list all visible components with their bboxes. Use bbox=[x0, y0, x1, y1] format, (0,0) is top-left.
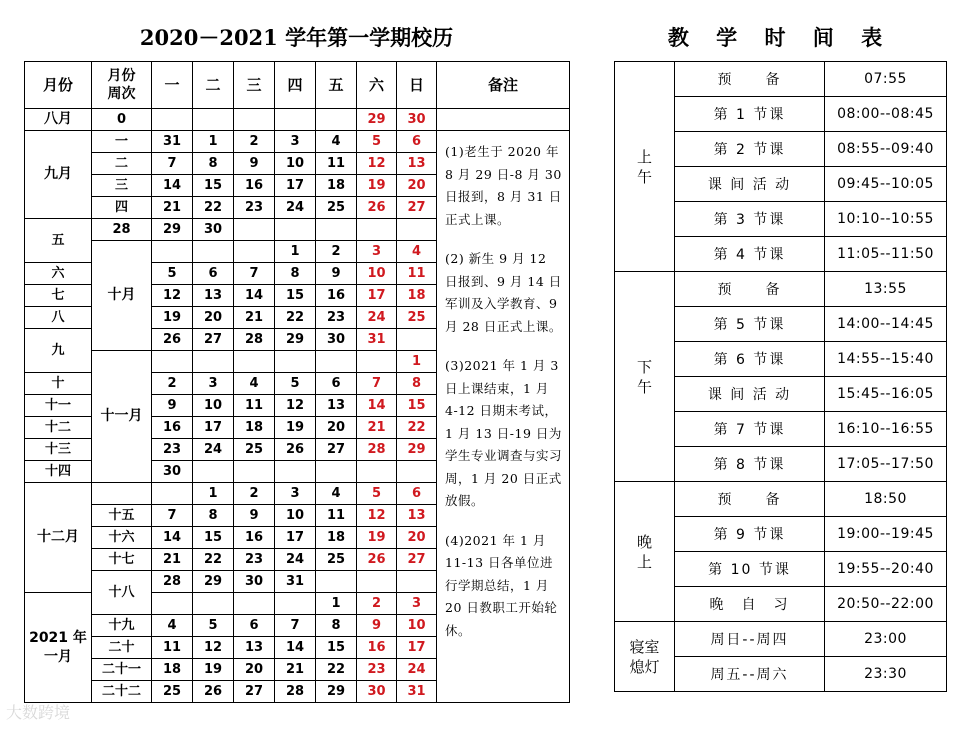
day-cell bbox=[234, 241, 275, 263]
day-cell bbox=[193, 241, 234, 263]
day-cell bbox=[234, 461, 275, 483]
day-cell bbox=[234, 593, 275, 615]
header-notes: 备注 bbox=[437, 62, 570, 109]
day-cell: 12 bbox=[193, 637, 234, 659]
schedule-row bbox=[615, 482, 947, 517]
day-cell: 7 bbox=[275, 615, 316, 637]
header-tue: 二 bbox=[193, 62, 234, 109]
schedule-row bbox=[615, 62, 947, 97]
session-time: 07:55 bbox=[825, 62, 947, 97]
day-cell: 24 bbox=[275, 197, 316, 219]
day-cell: 6 bbox=[397, 483, 437, 505]
day-cell: 24 bbox=[193, 439, 234, 461]
session-name: 晚 自 习 bbox=[675, 587, 825, 622]
day-cell: 14 bbox=[234, 285, 275, 307]
day-cell: 22 bbox=[275, 307, 316, 329]
day-cell: 18 bbox=[316, 527, 357, 549]
day-cell: 5 bbox=[357, 483, 397, 505]
day-cell: 12 bbox=[357, 505, 397, 527]
week-number-cell bbox=[92, 483, 152, 505]
day-cell: 20 bbox=[316, 417, 357, 439]
day-cell: 14 bbox=[357, 395, 397, 417]
day-cell bbox=[275, 461, 316, 483]
day-cell: 17 bbox=[397, 637, 437, 659]
day-cell: 18 bbox=[152, 659, 193, 681]
notes-cell bbox=[437, 131, 570, 703]
day-cell: 23 bbox=[152, 439, 193, 461]
day-cell: 23 bbox=[234, 549, 275, 571]
day-cell: 21 bbox=[357, 417, 397, 439]
day-cell: 15 bbox=[275, 285, 316, 307]
schedule-row bbox=[615, 622, 947, 657]
day-cell: 12 bbox=[357, 153, 397, 175]
period-label: 上 午 bbox=[615, 62, 675, 272]
day-cell: 13 bbox=[316, 395, 357, 417]
calendar-body bbox=[25, 109, 570, 703]
session-time: 19:55--20:40 bbox=[825, 552, 947, 587]
day-cell bbox=[193, 593, 234, 615]
day-cell bbox=[234, 219, 275, 241]
session-name: 第 1 节课 bbox=[675, 97, 825, 132]
header-mon: 一 bbox=[152, 62, 193, 109]
week-number-cell: 二十二 bbox=[92, 681, 152, 703]
session-name: 第 9 节课 bbox=[675, 517, 825, 552]
day-cell: 24 bbox=[357, 307, 397, 329]
day-cell: 1 bbox=[275, 241, 316, 263]
day-cell: 6 bbox=[193, 263, 234, 285]
day-cell bbox=[152, 241, 193, 263]
month-cell: 九月 bbox=[25, 131, 92, 219]
day-cell bbox=[275, 593, 316, 615]
month-cell: 十月 bbox=[92, 241, 152, 351]
session-name: 预 备 bbox=[675, 482, 825, 517]
day-cell: 21 bbox=[152, 197, 193, 219]
day-cell bbox=[357, 351, 397, 373]
day-cell: 24 bbox=[397, 659, 437, 681]
day-cell: 20 bbox=[397, 527, 437, 549]
note-item: (2) 新生 9 月 12 日报到、9 月 14 日军训及入学教育、9 月 28 日正式上课。 bbox=[445, 251, 562, 334]
session-name: 第 6 节课 bbox=[675, 342, 825, 377]
day-cell: 1 bbox=[193, 483, 234, 505]
day-cell: 10 bbox=[275, 153, 316, 175]
day-cell: 8 bbox=[316, 615, 357, 637]
month-cell: 八月 bbox=[25, 109, 92, 131]
day-cell bbox=[234, 109, 275, 131]
day-cell: 22 bbox=[397, 417, 437, 439]
day-cell bbox=[275, 351, 316, 373]
day-cell: 23 bbox=[316, 307, 357, 329]
session-name: 课 间 活 动 bbox=[675, 167, 825, 202]
day-cell: 12 bbox=[152, 285, 193, 307]
day-cell: 27 bbox=[193, 329, 234, 351]
day-cell: 17 bbox=[193, 417, 234, 439]
day-cell: 28 bbox=[357, 439, 397, 461]
day-cell: 28 bbox=[92, 219, 152, 241]
period-label: 寝室 熄灯 bbox=[615, 622, 675, 692]
day-cell: 7 bbox=[234, 263, 275, 285]
session-name: 第 3 节课 bbox=[675, 202, 825, 237]
day-cell: 16 bbox=[234, 175, 275, 197]
day-cell: 30 bbox=[152, 461, 193, 483]
week-number-cell: 八 bbox=[25, 307, 92, 329]
day-cell: 22 bbox=[193, 549, 234, 571]
day-cell: 5 bbox=[357, 131, 397, 153]
day-cell: 26 bbox=[275, 439, 316, 461]
day-cell: 29 bbox=[152, 219, 193, 241]
day-cell: 8 bbox=[193, 505, 234, 527]
calendar-title: 2020－2021 学年第一学期校历 bbox=[139, 25, 454, 50]
day-cell: 2 bbox=[152, 373, 193, 395]
session-name: 第 2 节课 bbox=[675, 132, 825, 167]
session-name: 第 7 节课 bbox=[675, 412, 825, 447]
day-cell: 7 bbox=[357, 373, 397, 395]
day-cell: 4 bbox=[397, 241, 437, 263]
day-cell: 30 bbox=[357, 681, 397, 703]
note-item: (1)老生于 2020 年 8 月 29 日-8 月 30 日报到，8 月 31 日正式上课。 bbox=[445, 144, 562, 227]
day-cell: 30 bbox=[193, 219, 234, 241]
day-cell: 31 bbox=[397, 681, 437, 703]
session-time: 15:45--16:05 bbox=[825, 377, 947, 412]
day-cell: 29 bbox=[193, 571, 234, 593]
day-cell: 15 bbox=[397, 395, 437, 417]
day-cell: 13 bbox=[397, 153, 437, 175]
watermark: 大数跨境 bbox=[6, 703, 71, 722]
day-cell: 20 bbox=[397, 175, 437, 197]
week-number-cell: 十七 bbox=[92, 549, 152, 571]
day-cell: 25 bbox=[316, 549, 357, 571]
day-cell: 22 bbox=[193, 197, 234, 219]
week-number-cell: 十五 bbox=[92, 505, 152, 527]
note-item: (4)2021 年 1 月 11-13 日各单位进行学期总结，1 月 20 日教职工开始轮休。 bbox=[445, 532, 558, 638]
session-name: 第 8 节课 bbox=[675, 447, 825, 482]
week-number-cell: 十二 bbox=[25, 417, 92, 439]
week-number-cell: 十三 bbox=[25, 439, 92, 461]
day-cell: 9 bbox=[152, 395, 193, 417]
day-cell bbox=[193, 351, 234, 373]
month-cell: 十二月 bbox=[25, 483, 92, 593]
day-cell: 29 bbox=[397, 439, 437, 461]
day-cell bbox=[152, 109, 193, 131]
day-cell: 10 bbox=[357, 263, 397, 285]
week-number-cell: 三 bbox=[92, 175, 152, 197]
session-name: 预 备 bbox=[675, 62, 825, 97]
teaching-schedule-table bbox=[614, 61, 947, 692]
week-number-cell: 0 bbox=[92, 109, 152, 131]
day-cell bbox=[152, 351, 193, 373]
day-cell: 12 bbox=[275, 395, 316, 417]
day-cell: 24 bbox=[275, 549, 316, 571]
calendar-week-row bbox=[25, 109, 570, 131]
day-cell: 26 bbox=[357, 197, 397, 219]
day-cell: 17 bbox=[275, 175, 316, 197]
day-cell bbox=[152, 593, 193, 615]
day-cell: 10 bbox=[397, 615, 437, 637]
day-cell: 8 bbox=[275, 263, 316, 285]
day-cell: 4 bbox=[152, 615, 193, 637]
session-time: 08:55--09:40 bbox=[825, 132, 947, 167]
day-cell: 17 bbox=[357, 285, 397, 307]
day-cell: 8 bbox=[193, 153, 234, 175]
day-cell: 15 bbox=[316, 637, 357, 659]
day-cell: 20 bbox=[193, 307, 234, 329]
day-cell: 29 bbox=[316, 681, 357, 703]
day-cell: 19 bbox=[357, 527, 397, 549]
day-cell: 28 bbox=[152, 571, 193, 593]
session-time: 10:10--10:55 bbox=[825, 202, 947, 237]
week-number-cell: 二十一 bbox=[92, 659, 152, 681]
session-time: 14:00--14:45 bbox=[825, 307, 947, 342]
header-sun: 日 bbox=[397, 62, 437, 109]
day-cell: 3 bbox=[357, 241, 397, 263]
day-cell: 27 bbox=[316, 439, 357, 461]
day-cell: 11 bbox=[316, 505, 357, 527]
session-time: 13:55 bbox=[825, 272, 947, 307]
session-time: 19:00--19:45 bbox=[825, 517, 947, 552]
day-cell: 7 bbox=[152, 153, 193, 175]
day-cell bbox=[152, 483, 193, 505]
day-cell: 14 bbox=[152, 527, 193, 549]
day-cell: 2 bbox=[234, 131, 275, 153]
day-cell: 7 bbox=[152, 505, 193, 527]
day-cell bbox=[397, 461, 437, 483]
day-cell: 16 bbox=[152, 417, 193, 439]
day-cell bbox=[234, 351, 275, 373]
day-cell: 14 bbox=[275, 637, 316, 659]
day-cell: 11 bbox=[316, 153, 357, 175]
day-cell: 9 bbox=[234, 153, 275, 175]
day-cell: 27 bbox=[397, 197, 437, 219]
day-cell: 9 bbox=[357, 615, 397, 637]
day-cell: 13 bbox=[397, 505, 437, 527]
day-cell: 18 bbox=[234, 417, 275, 439]
week-number-cell: 十九 bbox=[92, 615, 152, 637]
schedule-title: 教 学 时 间 表 bbox=[667, 25, 893, 50]
day-cell: 15 bbox=[193, 175, 234, 197]
day-cell bbox=[397, 571, 437, 593]
session-time: 18:50 bbox=[825, 482, 947, 517]
header-fri: 五 bbox=[316, 62, 357, 109]
day-cell: 23 bbox=[357, 659, 397, 681]
day-cell: 15 bbox=[193, 527, 234, 549]
day-cell: 10 bbox=[275, 505, 316, 527]
month-cell: 2021 年 一月 bbox=[25, 593, 92, 703]
session-name: 第 4 节课 bbox=[675, 237, 825, 272]
day-cell: 21 bbox=[234, 307, 275, 329]
session-name: 周日--周四 bbox=[675, 622, 825, 657]
day-cell: 28 bbox=[275, 681, 316, 703]
notes-top-cell bbox=[437, 109, 570, 131]
session-name: 第 5 节课 bbox=[675, 307, 825, 342]
day-cell: 27 bbox=[397, 549, 437, 571]
day-cell: 2 bbox=[357, 593, 397, 615]
session-time: 08:00--08:45 bbox=[825, 97, 947, 132]
session-name: 预 备 bbox=[675, 272, 825, 307]
session-name: 课 间 活 动 bbox=[675, 377, 825, 412]
day-cell: 30 bbox=[234, 571, 275, 593]
session-time: 09:45--10:05 bbox=[825, 167, 947, 202]
day-cell: 14 bbox=[152, 175, 193, 197]
day-cell: 2 bbox=[316, 241, 357, 263]
day-cell: 22 bbox=[316, 659, 357, 681]
calendar-week-row bbox=[25, 131, 570, 153]
day-cell bbox=[316, 461, 357, 483]
day-cell: 10 bbox=[193, 395, 234, 417]
day-cell: 26 bbox=[357, 549, 397, 571]
week-number-cell: 九 bbox=[25, 329, 92, 373]
day-cell: 5 bbox=[152, 263, 193, 285]
day-cell: 3 bbox=[397, 593, 437, 615]
day-cell bbox=[357, 219, 397, 241]
day-cell: 19 bbox=[152, 307, 193, 329]
day-cell bbox=[275, 219, 316, 241]
day-cell: 29 bbox=[275, 329, 316, 351]
day-cell bbox=[316, 571, 357, 593]
day-cell: 26 bbox=[152, 329, 193, 351]
day-cell: 1 bbox=[193, 131, 234, 153]
day-cell: 21 bbox=[275, 659, 316, 681]
session-time: 23:00 bbox=[825, 622, 947, 657]
week-number-cell: 十 bbox=[25, 373, 92, 395]
session-time: 23:30 bbox=[825, 657, 947, 692]
day-cell: 1 bbox=[316, 593, 357, 615]
day-cell: 13 bbox=[234, 637, 275, 659]
day-cell: 19 bbox=[357, 175, 397, 197]
day-cell bbox=[357, 571, 397, 593]
day-cell: 11 bbox=[397, 263, 437, 285]
day-cell: 31 bbox=[357, 329, 397, 351]
week-number-cell: 十四 bbox=[25, 461, 92, 483]
day-cell: 5 bbox=[193, 615, 234, 637]
day-cell: 23 bbox=[234, 197, 275, 219]
session-time: 16:10--16:55 bbox=[825, 412, 947, 447]
session-time: 17:05--17:50 bbox=[825, 447, 947, 482]
day-cell: 3 bbox=[193, 373, 234, 395]
day-cell: 31 bbox=[275, 571, 316, 593]
header-sat: 六 bbox=[357, 62, 397, 109]
day-cell: 25 bbox=[152, 681, 193, 703]
session-time: 14:55--15:40 bbox=[825, 342, 947, 377]
day-cell: 8 bbox=[397, 373, 437, 395]
day-cell: 9 bbox=[316, 263, 357, 285]
day-cell bbox=[316, 219, 357, 241]
day-cell: 9 bbox=[234, 505, 275, 527]
day-cell: 28 bbox=[234, 329, 275, 351]
header-thu: 四 bbox=[275, 62, 316, 109]
day-cell: 18 bbox=[316, 175, 357, 197]
day-cell bbox=[275, 109, 316, 131]
day-cell: 26 bbox=[193, 681, 234, 703]
academic-calendar-table bbox=[24, 61, 570, 703]
day-cell: 4 bbox=[316, 483, 357, 505]
session-time: 11:05--11:50 bbox=[825, 237, 947, 272]
session-name: 第 10 节课 bbox=[675, 552, 825, 587]
day-cell bbox=[316, 109, 357, 131]
schedule-body bbox=[615, 62, 947, 692]
day-cell bbox=[316, 351, 357, 373]
day-cell: 2 bbox=[234, 483, 275, 505]
day-cell: 4 bbox=[316, 131, 357, 153]
day-cell: 25 bbox=[234, 439, 275, 461]
week-number-cell: 一 bbox=[92, 131, 152, 153]
day-cell: 6 bbox=[397, 131, 437, 153]
day-cell: 6 bbox=[234, 615, 275, 637]
day-cell: 29 bbox=[357, 109, 397, 131]
day-cell bbox=[193, 461, 234, 483]
day-cell: 19 bbox=[193, 659, 234, 681]
day-cell: 18 bbox=[397, 285, 437, 307]
period-label: 晚 上 bbox=[615, 482, 675, 622]
day-cell: 30 bbox=[397, 109, 437, 131]
day-cell: 1 bbox=[397, 351, 437, 373]
day-cell bbox=[193, 109, 234, 131]
week-number-cell: 二十 bbox=[92, 637, 152, 659]
day-cell: 3 bbox=[275, 131, 316, 153]
week-number-cell: 十一 bbox=[25, 395, 92, 417]
header-week: 月份 周次 bbox=[92, 62, 152, 109]
session-name: 周五--周六 bbox=[675, 657, 825, 692]
day-cell: 5 bbox=[275, 373, 316, 395]
day-cell: 4 bbox=[234, 373, 275, 395]
week-number-cell: 二 bbox=[92, 153, 152, 175]
note-item: (3)2021 年 1 月 3 日上课结束，1 月 4-12 日期末考试，1 月 13 日-19 日为学生专业调查与实习周，1 月 20 日正式放假。 bbox=[445, 358, 563, 508]
day-cell: 21 bbox=[152, 549, 193, 571]
week-number-cell: 七 bbox=[25, 285, 92, 307]
header-wed: 三 bbox=[234, 62, 275, 109]
header-month: 月份 bbox=[25, 62, 92, 109]
day-cell: 19 bbox=[275, 417, 316, 439]
day-cell: 16 bbox=[357, 637, 397, 659]
day-cell: 31 bbox=[152, 131, 193, 153]
week-number-cell: 四 bbox=[92, 197, 152, 219]
week-number-cell: 五 bbox=[25, 219, 92, 263]
calendar-header-row bbox=[25, 62, 570, 109]
month-cell: 十一月 bbox=[92, 351, 152, 483]
day-cell: 17 bbox=[275, 527, 316, 549]
week-number-cell: 十八 bbox=[92, 571, 152, 615]
day-cell: 25 bbox=[397, 307, 437, 329]
week-number-cell: 六 bbox=[25, 263, 92, 285]
period-label: 下 午 bbox=[615, 272, 675, 482]
day-cell: 11 bbox=[152, 637, 193, 659]
schedule-row bbox=[615, 272, 947, 307]
day-cell bbox=[397, 329, 437, 351]
day-cell: 16 bbox=[316, 285, 357, 307]
day-cell: 16 bbox=[234, 527, 275, 549]
day-cell: 11 bbox=[234, 395, 275, 417]
session-time: 20:50--22:00 bbox=[825, 587, 947, 622]
day-cell: 27 bbox=[234, 681, 275, 703]
day-cell bbox=[357, 461, 397, 483]
week-number-cell: 十六 bbox=[92, 527, 152, 549]
day-cell: 3 bbox=[275, 483, 316, 505]
day-cell: 20 bbox=[234, 659, 275, 681]
day-cell: 25 bbox=[316, 197, 357, 219]
day-cell: 13 bbox=[193, 285, 234, 307]
day-cell: 6 bbox=[316, 373, 357, 395]
day-cell: 30 bbox=[316, 329, 357, 351]
